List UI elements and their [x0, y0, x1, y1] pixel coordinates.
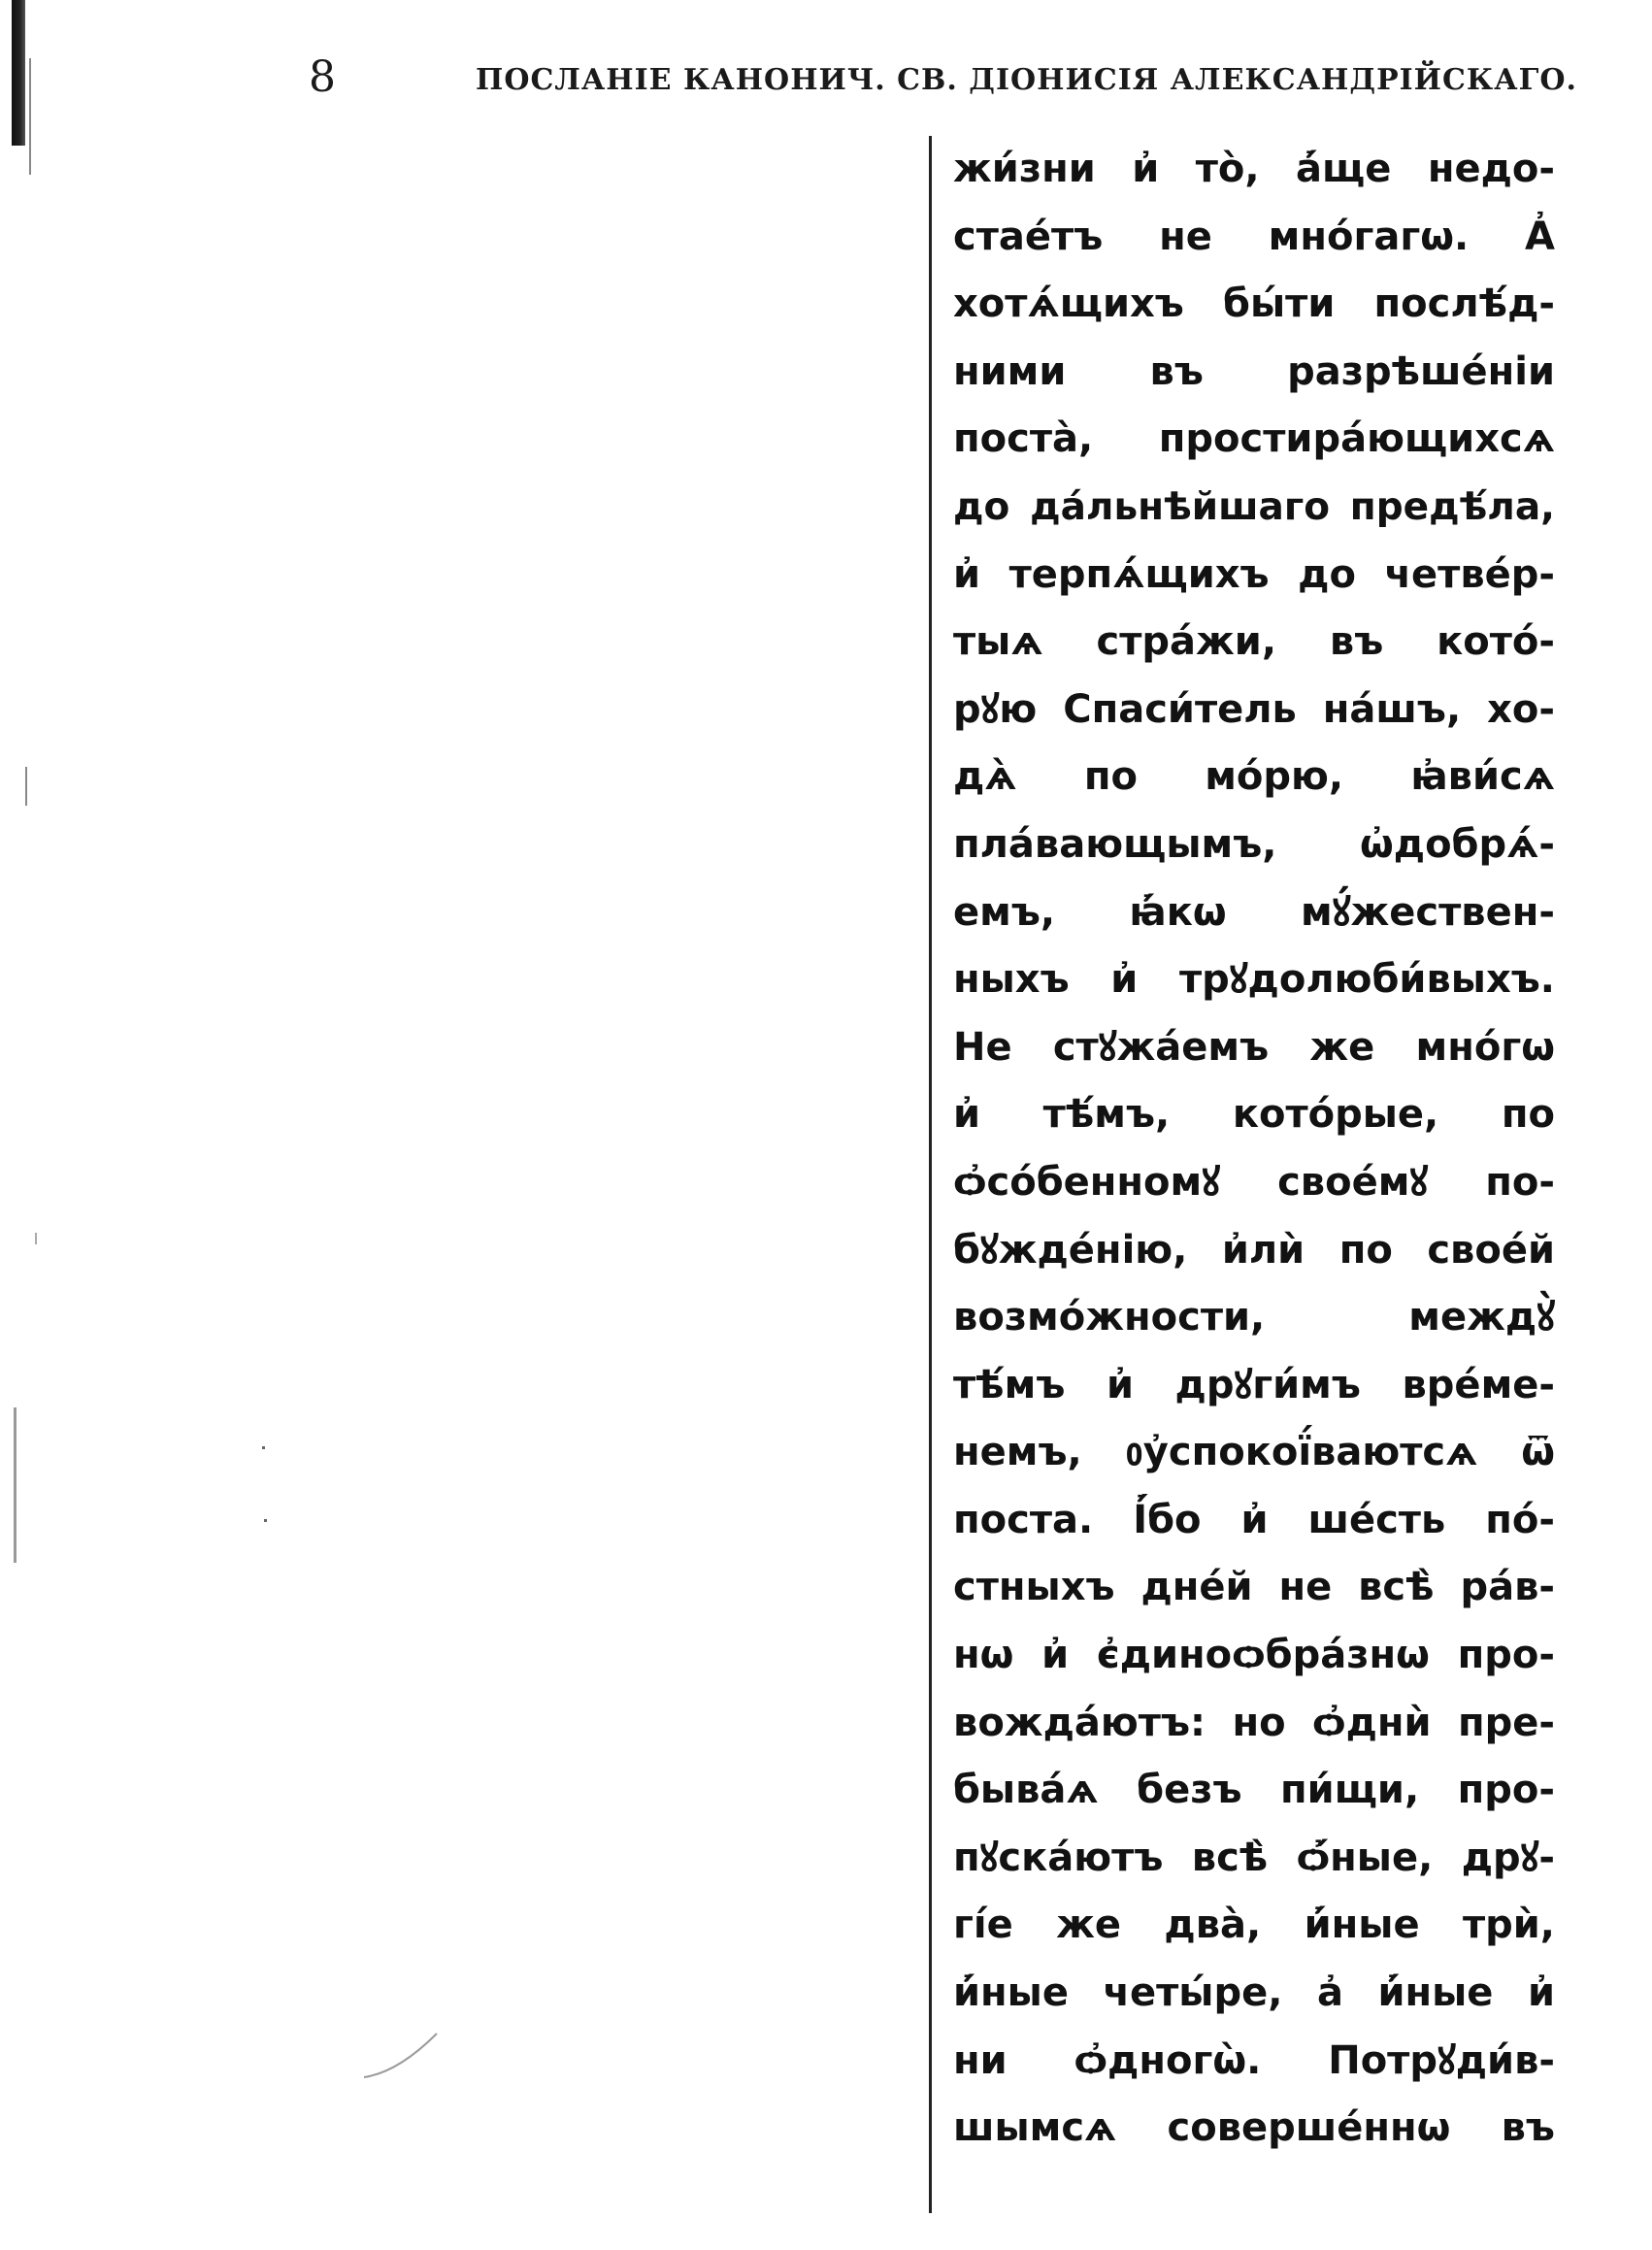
- text-line: жи́зни и҆ то̀, а҆́ще недо-: [953, 147, 1555, 191]
- text-line: пꙋска́ютъ всѣ̀ ѻ҆́ные, дрꙋ-: [953, 1835, 1555, 1880]
- page-header: [0, 49, 1652, 107]
- text-line: стныхъ дне́й не всѣ̀ ра́в-: [953, 1565, 1555, 1610]
- text-column: [953, 136, 1555, 2163]
- text-line: ѻ҆со́бенномꙋ свое́мꙋ по-: [953, 1159, 1555, 1205]
- text-line: шымсѧ соверше́ннѡ въ: [953, 2105, 1555, 2151]
- text-line: пла́вающымъ, ѡ҆добрѧ́-: [953, 821, 1555, 867]
- column-rule: [929, 136, 932, 2213]
- running-head: ПОСЛАНІЕ КАНОНИЧ. СВ. ДІОНИСІЯ АЛЕКСАНДРІЙСКАГО.: [476, 63, 1577, 97]
- text-line: немъ, ᲂу҆спокої́ваютсѧ ѿ: [953, 1430, 1555, 1475]
- text-line: вожда́ютъ: но ѻ҆днѝ пре-: [953, 1700, 1555, 1745]
- text-line: бꙋжде́нію, и҆лѝ по свое́й: [953, 1227, 1555, 1273]
- text-line: и҆ терпѧ́щихъ до четве́р-: [953, 551, 1555, 597]
- text-line: гі́е же два̀, и҆́ные трѝ,: [953, 1903, 1555, 1948]
- page-number: 8: [309, 52, 336, 102]
- text-line: ныхъ и҆ трꙋдолюби́выхъ.: [953, 957, 1555, 1003]
- text-line: дѧ̀ по мо́рю, ꙗ҆ви́сѧ: [953, 754, 1555, 800]
- text-line: и҆́ные четы́ре, а҆ и҆́ные и҆: [953, 1970, 1555, 2016]
- text-line: Не стꙋжа́емъ же мно́гѡ: [953, 1024, 1555, 1070]
- scan-edge-line: [14, 1407, 17, 1563]
- text-line: до да́льнѣйшаго предѣ́ла,: [953, 484, 1555, 529]
- text-line: поста. І҆́бо и҆ ше́сть по́-: [953, 1497, 1555, 1542]
- text-line: возмо́жности, междꙋ̀: [953, 1295, 1555, 1340]
- text-line: стае́тъ не мно́гагѡ. А҆: [953, 214, 1555, 259]
- text-line: ними въ разрѣше́ніи: [953, 348, 1555, 394]
- text-line: ни ѻ҆дногѡ̀. Потрꙋди́в-: [953, 2037, 1555, 2083]
- text-line: хотѧ́щихъ бы́ти послѣ́д-: [953, 281, 1555, 327]
- text-line: емъ, ꙗ҆́кѡ мꙋ́жествен-: [953, 889, 1555, 935]
- text-line: поста̀, простира́ющихсѧ: [953, 416, 1555, 462]
- scan-speck: [35, 1233, 37, 1244]
- text-line: быва́ѧ безъ пи́щи, про-: [953, 1768, 1555, 1813]
- text-line: тыѧ стра́жи, въ кото́-: [953, 619, 1555, 665]
- text-line: рꙋю Спаси́тель на́шъ, хо-: [953, 686, 1555, 732]
- scan-speck: [262, 1446, 265, 1449]
- stray-pen-mark: [359, 2029, 446, 2087]
- text-line: и҆ тѣ́мъ, кото́рые, по: [953, 1092, 1555, 1138]
- text-line: тѣ́мъ и҆ дрꙋги́мъ вре́ме-: [953, 1362, 1555, 1407]
- text-line: нѡ и҆ є҆диноѻбра́знѡ про-: [953, 1633, 1555, 1678]
- scan-edge-line: [25, 767, 27, 806]
- scan-speck: [264, 1519, 267, 1522]
